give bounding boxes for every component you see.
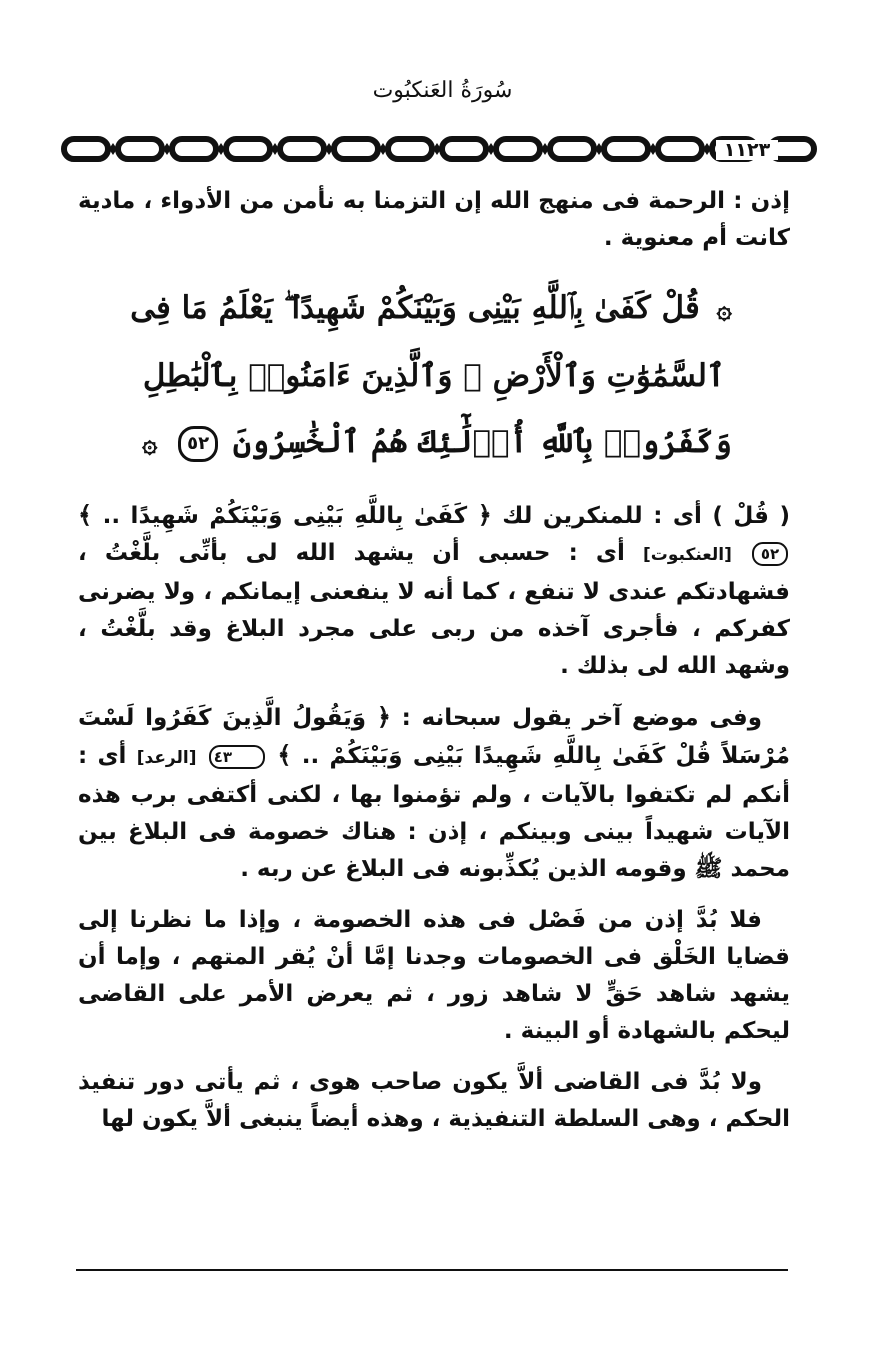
commentary-paragraph-1 (78, 497, 790, 685)
p2-ayah-ref: ٤٣ (209, 745, 265, 769)
commentary-paragraph-3: فلا بُدَّ إذن من فَصْل فى هذه الخصومة ، وإذا ما نظرنا إلى قضايا الخَلْق فى الخصومات وجدنا إمَّا أنْ يُقر المتهم ، وإما أن يشهد شاهد حَقٍّ لا شاهد زور ، ثم يعرض الأمر على القاضى ليحكم بالشهادة أو البينة . (78, 907, 790, 1044)
verse-line-3 (78, 409, 790, 477)
p2-lead: وفى موضع آخر يقول سبحانه : (401, 705, 762, 731)
p1-ayah-ref: ٥٢ (752, 542, 788, 566)
intro-paragraph: إذن : الرحمة فى منهج الله إن التزمنا به نأمن من الأدواء ، مادية كانت أم معنوية . (78, 188, 790, 251)
verse-line-3-text: وَكَفَرُوا۟ بِٱللَّهِ أُو۟لَٰٓئِكَ هُمُ ٱلْخَٰسِرُونَ (232, 424, 732, 460)
p2-open-bracket: ﴿ (376, 703, 391, 731)
p2-surah-ref: [الرعد] (136, 748, 197, 768)
p1-surah-ref: [العنكبوت] (643, 545, 732, 565)
p1-lead: ( قُلْ ) أى : للمنكرين لك (502, 503, 790, 529)
p2-body: أى : أنكم لم تكتفوا بالآيات ، ولم تؤمنوا بها ، لكنى أكتفى برب هذه الآيات شهيداً بينى وبينكم ، إذن : هناك خصومة فى البلاغ بين محمد ﷺ وقومه الذين يُكذِّبونه فى البلاغ عن ربه . (78, 743, 790, 882)
header-ornament-bar (58, 132, 820, 166)
verse-close-ornament: ۞ (142, 429, 158, 459)
verse-open-ornament: ۞ (716, 295, 732, 325)
p2-close-bracket: ﴾ (277, 741, 292, 769)
page-body (78, 183, 790, 1138)
verse-line-2: ٱلسَّمَٰوَٰتِ وَٱلْأَرْضِ ۗ وَٱلَّذِينَ ءَامَنُوا۟ بِٱلْبَٰطِلِ (142, 358, 726, 394)
p1-quote: كَفَىٰ بِاللَّهِ بَيْنِى وَبَيْنَكُمْ شَهِيدًا .. (102, 503, 468, 529)
p1-close-bracket: ﴾ (78, 501, 93, 529)
surah-title: سُورَةُ العَنكبُوت (372, 78, 513, 103)
p2-quote: وَيَقُولُ الَّذِينَ كَفَرُوا لَسْتَ مُرْسَلاً قُلْ كَفَىٰ بِاللَّهِ شَهِيدًا بَيْنِى وَبَيْنَكُمْ .. (78, 705, 790, 769)
ayah-number-badge: ٥٢ (178, 426, 218, 462)
verse-line-1 (78, 275, 790, 343)
footer-rule (76, 1269, 788, 1271)
quran-verse-block (78, 275, 790, 477)
page-number: ١١٢٣ (716, 140, 778, 160)
commentary-paragraph-4: ولا بُدَّ فى القاضى ألاَّ يكون صاحب هوى ، ثم يأتى دور تنفيذ الحكم ، وهى السلطة التنفيذية ، وهذه أيضاً ينبغى ألاَّ يكون لها (78, 1069, 790, 1132)
verse-line-1-text: قُلْ كَفَىٰ بِٱللَّهِ بَيْنِى وَبَيْنَكُمْ شَهِيدًا ۖ يَعْلَمُ مَا فِى (130, 290, 700, 326)
p1-body: أى : حسبى أن يشهد الله لى بأنِّى بلَّغْتُ ، فشهادتكم عندى لا تنفع ، كما أنه لا ينفعنى إيمانكم ، ولا يضرنى كفركم ، فأجرى آخذه من ربى على مجرد البلاغ وقد بلَّغْتُ ، وشهد الله لى بذلك . (78, 540, 790, 679)
p1-open-bracket: ﴿ (477, 501, 492, 529)
commentary-paragraph-2 (78, 699, 790, 888)
